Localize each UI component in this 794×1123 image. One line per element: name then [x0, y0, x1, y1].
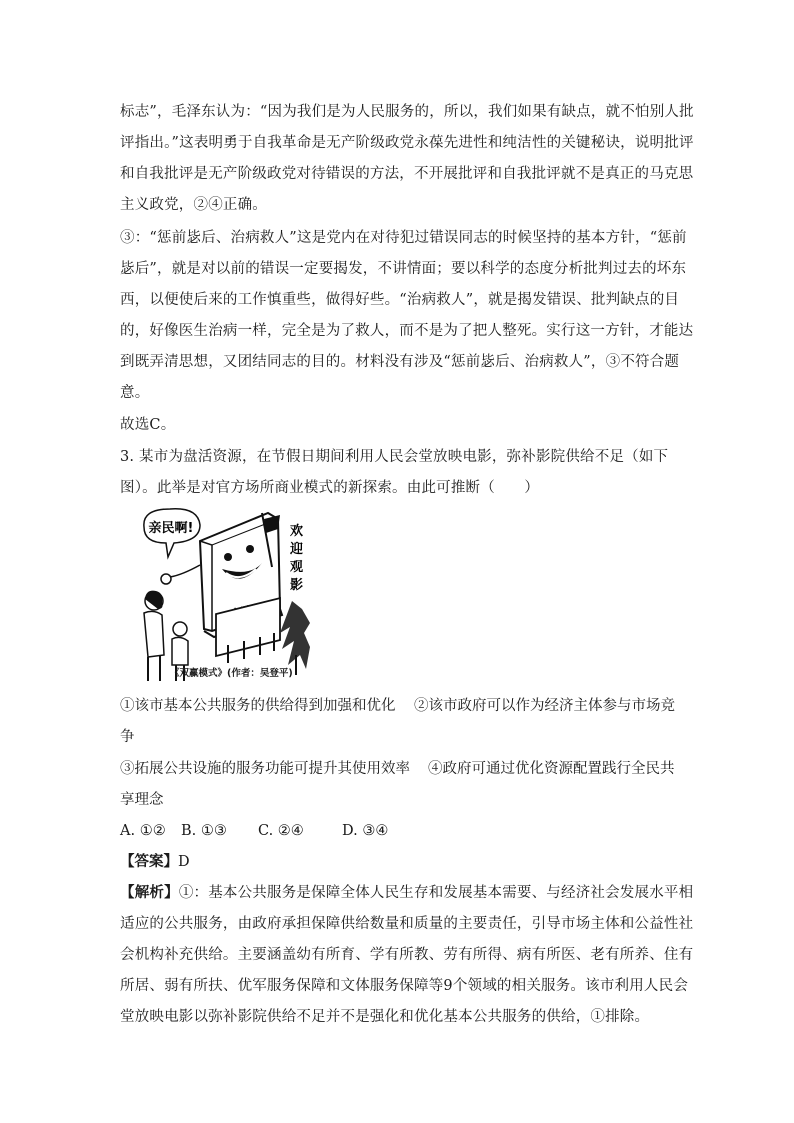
- question-stem: 3. 某市为盘活资源，在节假日期间利用人民会堂放映电影，弥补影院供给不足（如下: [120, 449, 669, 465]
- text-line: 意。: [120, 385, 150, 401]
- analysis-line: 会机构补充供给。主要涵盖幼有所育、学有所教、劳有所得、病有所医、老有所养、住有: [120, 947, 694, 963]
- person-child-icon: [173, 622, 187, 636]
- flag-text-4: 影: [290, 578, 304, 593]
- analysis-line: 所居、弱有所扶、优军服务保障和文体服务保障等9个领域的相关服务。该市利用人民会: [120, 978, 689, 994]
- analysis-line: 堂放映电影以弥补影院供给不足并不是强化和优化基本公共服务的供给，①排除。: [120, 1009, 650, 1025]
- cartoon-illustration: [140, 505, 312, 683]
- statement-1: ①该市基本公共服务的供给得到加强和优化: [120, 698, 396, 714]
- statement-4-cont: 享理念: [120, 792, 164, 808]
- analysis-line: 适应的公共服务，由政府承担保障供给数量和质量的主要责任，引导市场主体和公益性社: [120, 916, 694, 932]
- analysis-line: [120, 883, 694, 903]
- answer-label: 【答案】: [120, 853, 178, 870]
- flag-text-1: 欢: [290, 524, 304, 539]
- text-line: 标志”，毛泽东认为：“因为我们是为人民服务的，所以，我们如果有缺点，就不怕别人批: [120, 104, 694, 120]
- answer-line: [120, 852, 190, 872]
- bubble-text: 亲民啊!: [148, 521, 194, 536]
- text-line: ③：“惩前毖后、治病救人”这是党内在对待犯过错误同志的时候坚持的基本方针，“惩前: [120, 230, 687, 246]
- text-line: 故选C。: [120, 417, 176, 433]
- cartoon-caption: 《双赢模式》(作者：吴登平): [170, 668, 293, 679]
- choice-d: D. ③④: [342, 823, 389, 839]
- text-line: 的，好像医生治病一样，完全是为了救人，而不是为了把人整死。实行这一方针，才能达: [120, 323, 694, 339]
- choice-a: A. ①②: [120, 823, 166, 839]
- question-stem: 图）。此举是对官方场所商业模式的新探索。由此可推断（ ）: [120, 480, 540, 496]
- statement-3: ③拓展公共设施的服务功能可提升其使用效率: [120, 761, 410, 777]
- text-line: 到既弄清思想，又团结同志的目的。材料没有涉及“惩前毖后、治病救人”，③不符合题: [120, 354, 680, 370]
- analysis-text: ①：基本公共服务是保障全体人民生存和发展基本需要、与经济社会发展水平相: [178, 885, 694, 901]
- flag-text-2: 迎: [290, 542, 304, 557]
- text-line: 西，以便使后来的工作慎重些，做得好些。“治病救人”，就是揭发错误、批判缺点的目: [120, 292, 680, 308]
- statement-4: ④政府可通过优化资源配置践行全民共: [428, 761, 675, 777]
- analysis-label: 【解析】: [120, 884, 179, 901]
- text-line: 毖后”，就是对以前的错误一定要揭发，不讲情面；要以科学的态度分析批判过去的坏东: [120, 261, 687, 277]
- text-line: 主义政党，②④正确。: [120, 197, 267, 213]
- answer-value: D: [178, 854, 190, 870]
- statement-2-cont: 争: [120, 729, 135, 745]
- text-line: 和自我批评是无产阶级政党对待错误的方法，不开展批评和自我批评就不是真正的马克思: [120, 166, 694, 182]
- flag-text-3: 观: [290, 560, 304, 575]
- choice-b: B. ①③: [181, 823, 227, 839]
- waving-hand-icon: [161, 574, 171, 584]
- statement-2: ②该市政府可以作为经济主体参与市场竞: [414, 698, 675, 714]
- face-eye-icon: [246, 545, 254, 553]
- face-eye-icon: [224, 553, 232, 561]
- choice-c: C. ②④: [258, 823, 304, 839]
- text-line: 评指出。”这表明勇于自我革命是无产阶级政党永葆先进性和纯洁性的关键秘诀，说明批评: [120, 135, 694, 151]
